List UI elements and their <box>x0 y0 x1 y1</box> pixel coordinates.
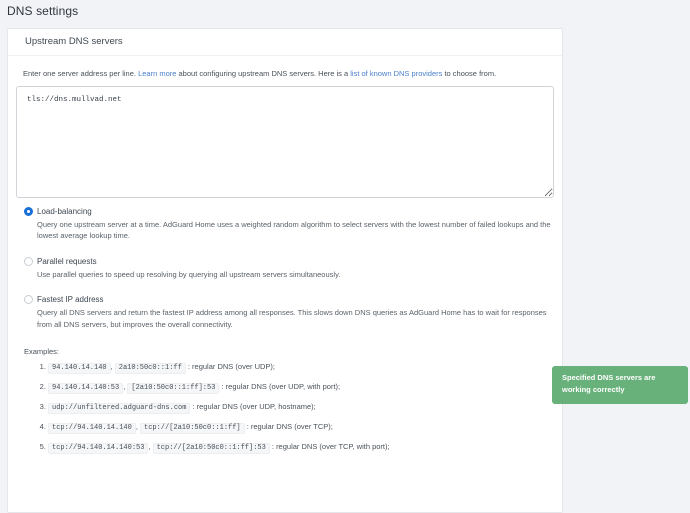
card-body <box>8 56 562 472</box>
radio-option-row[interactable] <box>24 257 554 266</box>
upstream-mode-option <box>24 295 554 330</box>
intro-part-2: about configuring upstream DNS servers. Here is a <box>176 69 351 78</box>
dns-providers-link[interactable]: list of known DNS providers <box>350 69 443 78</box>
learn-more-link[interactable]: Learn more <box>138 69 177 78</box>
server-address-code: 94.140.14.140:53 <box>48 383 123 394</box>
examples-section <box>24 347 554 455</box>
upstream-servers-textarea[interactable] <box>16 86 554 198</box>
radio-option-label: Load-balancing <box>37 206 92 216</box>
example-item: 3. udp://unfiltered.adguard-dns.com : regular DNS (over UDP, hostname); <box>48 401 554 414</box>
server-address-code: tcp://94.140.14.140:53 <box>48 443 148 454</box>
radio-option-row[interactable] <box>24 207 554 216</box>
radio-option-description: Use parallel queries to speed up resolving by querying all upstream servers simultaneously. <box>37 269 341 279</box>
radio-button-icon[interactable] <box>24 207 33 216</box>
server-address-code: 94.140.14.140 <box>48 363 111 374</box>
radio-option-label: Parallel requests <box>37 256 97 266</box>
radio-option-row[interactable] <box>24 295 554 304</box>
success-toast[interactable]: Specified DNS servers are working correctly <box>552 366 688 404</box>
example-item: 2. 94.140.14.140:53 , [2a10:50c0::1:ff]:53 : regular DNS (over UDP, with port); <box>48 381 554 394</box>
example-item: 4. tcp://94.140.14.140 , tcp://[2a10:50c0::1:ff] : regular DNS (over TCP); <box>48 421 554 434</box>
radio-button-icon[interactable] <box>24 295 33 304</box>
server-address-code: tcp://94.140.14.140 <box>48 423 136 434</box>
upstream-dns-card <box>7 28 563 513</box>
page-title: DNS settings <box>7 4 79 18</box>
server-address-code: tcp://[2a10:50c0::1:ff]:53 <box>153 443 270 454</box>
example-item: 5. tcp://94.140.14.140:53 , tcp://[2a10:50c0::1:ff]:53 : regular DNS (over TCP, with port); <box>48 441 554 454</box>
radio-option-description: Query all DNS servers and return the fastest IP address among all responses. This slows down DNS queries as AdGuard Home has to wait for responses from all DNS servers, but improves the overall connectivity. <box>37 308 547 329</box>
server-address-code: udp://unfiltered.adguard-dns.com <box>48 403 190 414</box>
radio-button-icon[interactable] <box>24 257 33 266</box>
upstream-mode-option <box>24 257 554 281</box>
radio-option-label: Fastest IP address <box>37 295 104 305</box>
server-address-code: tcp://[2a10:50c0::1:ff] <box>140 423 245 434</box>
card-header-title: Upstream DNS servers <box>8 29 562 56</box>
upstream-mode-radios <box>24 207 554 331</box>
upstream-mode-option <box>24 207 554 242</box>
server-address-code: [2a10:50c0::1:ff]:53 <box>127 383 219 394</box>
server-address-code: 2a10:50c0::1:ff <box>115 363 186 374</box>
intro-part-1: Enter one server address per line. <box>23 69 139 78</box>
examples-list <box>24 361 554 455</box>
intro-text <box>23 69 554 80</box>
example-item: 1. 94.140.14.140 , 2a10:50c0::1:ff : regular DNS (over UDP); <box>48 361 554 374</box>
examples-title: Examples: <box>24 346 60 356</box>
radio-option-description: Query one upstream server at a time. AdGuard Home uses a weighted random algorithm to select servers with the lowest number of failed lookups and the lowest average lookup time. <box>37 219 551 241</box>
intro-part-3: to choose from. <box>442 69 497 78</box>
